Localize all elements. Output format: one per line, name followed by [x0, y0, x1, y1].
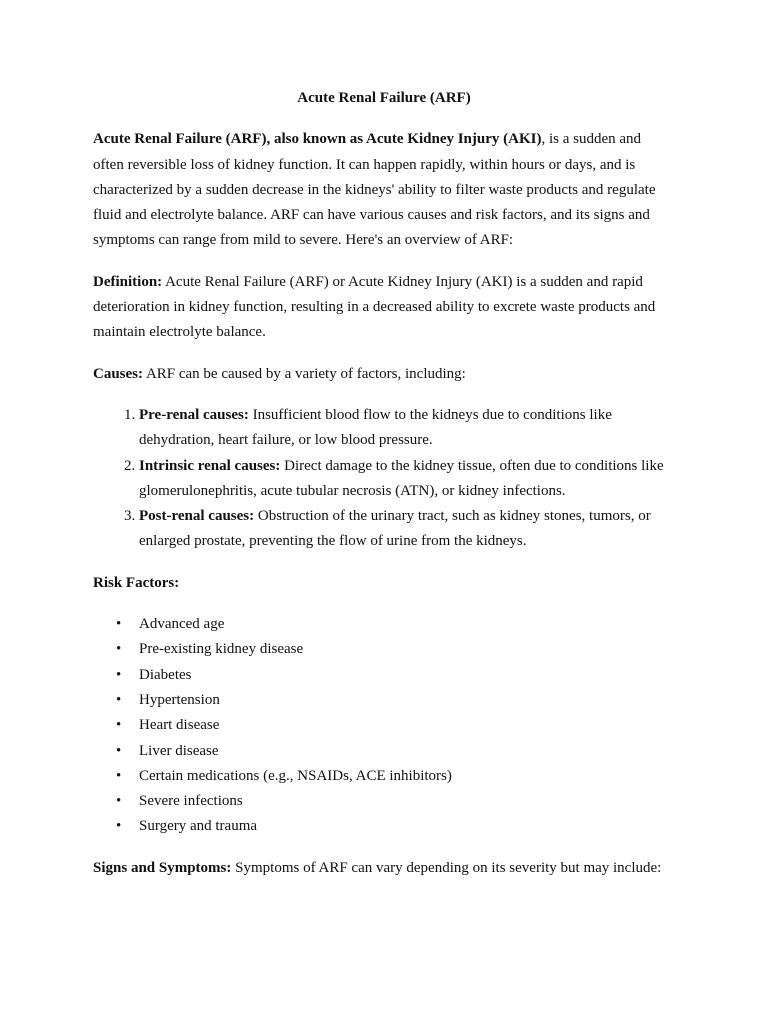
- intro-bold: Acute Renal Failure (ARF), also known as Acute Kidney Injury (AKI): [93, 131, 542, 148]
- intro-paragraph: [93, 127, 675, 253]
- definition-text: Acute Renal Failure (ARF) or Acute Kidney Injury (AKI) is a sudden and rapid deterioration in kidney function, resulting in a decreased ability to excrete waste products and maintain electrolyte balance.: [93, 273, 656, 341]
- list-item: • Heart disease: [139, 713, 675, 738]
- risk-factors-heading: [93, 571, 675, 596]
- signs-label: Signs and Symptoms:: [93, 859, 232, 876]
- signs-text: Symptoms of ARF can vary depending on its severity but may include:: [231, 859, 662, 876]
- list-item: [139, 454, 675, 505]
- cause-text: Obstruction of the urinary tract, such as kidney stones, tumors, or enlarged prostate, preventing the flow of urine from the kidneys.: [139, 508, 651, 550]
- causes-paragraph: [93, 362, 675, 387]
- list-item: • Hypertension: [139, 688, 675, 713]
- list-item: • Severe infections: [139, 789, 675, 814]
- list-item: [139, 504, 675, 555]
- cause-label: Intrinsic renal causes:: [139, 457, 281, 474]
- risk-factors-list: [93, 612, 675, 840]
- cause-text: Direct damage to the kidney tissue, often due to conditions like glomerulonephritis, acute tubular necrosis (ATN), or kidney infections.: [139, 457, 664, 499]
- signs-paragraph: [93, 856, 675, 881]
- cause-label: Post-renal causes:: [139, 508, 255, 525]
- causes-list: [93, 403, 675, 555]
- list-item: • Certain medications (e.g., NSAIDs, ACE inhibitors): [139, 764, 675, 789]
- list-item: • Advanced age: [139, 612, 675, 637]
- causes-label: Causes:: [93, 365, 144, 382]
- cause-label: Pre-renal causes:: [139, 406, 249, 423]
- causes-text: ARF can be caused by a variety of factors, including:: [143, 365, 466, 382]
- document-title: Acute Renal Failure (ARF): [297, 90, 471, 106]
- list-item: • Surgery and trauma: [139, 814, 675, 839]
- list-item: [139, 403, 675, 454]
- definition-label: Definition:: [93, 273, 163, 290]
- cause-text: Insufficient blood flow to the kidneys due to conditions like dehydration, heart failure, or low blood pressure.: [139, 406, 612, 449]
- list-item: • Liver disease: [139, 739, 675, 764]
- definition-paragraph: [93, 270, 675, 346]
- list-item: • Pre-existing kidney disease: [139, 637, 675, 662]
- list-item: • Diabetes: [139, 663, 675, 688]
- intro-text: , is a sudden and often reversible loss of kidney function. It can happen rapidly, within hours or days, and is characterized by a sudden decrease in the kidneys' ability to filter waste products and regulate fluid and electrolyte balance. ARF can have various causes and risk factors, and its signs and symptoms can range from mild to severe. Here's an overview of ARF:: [93, 131, 656, 249]
- risk-factors-label: Risk Factors:: [93, 574, 180, 591]
